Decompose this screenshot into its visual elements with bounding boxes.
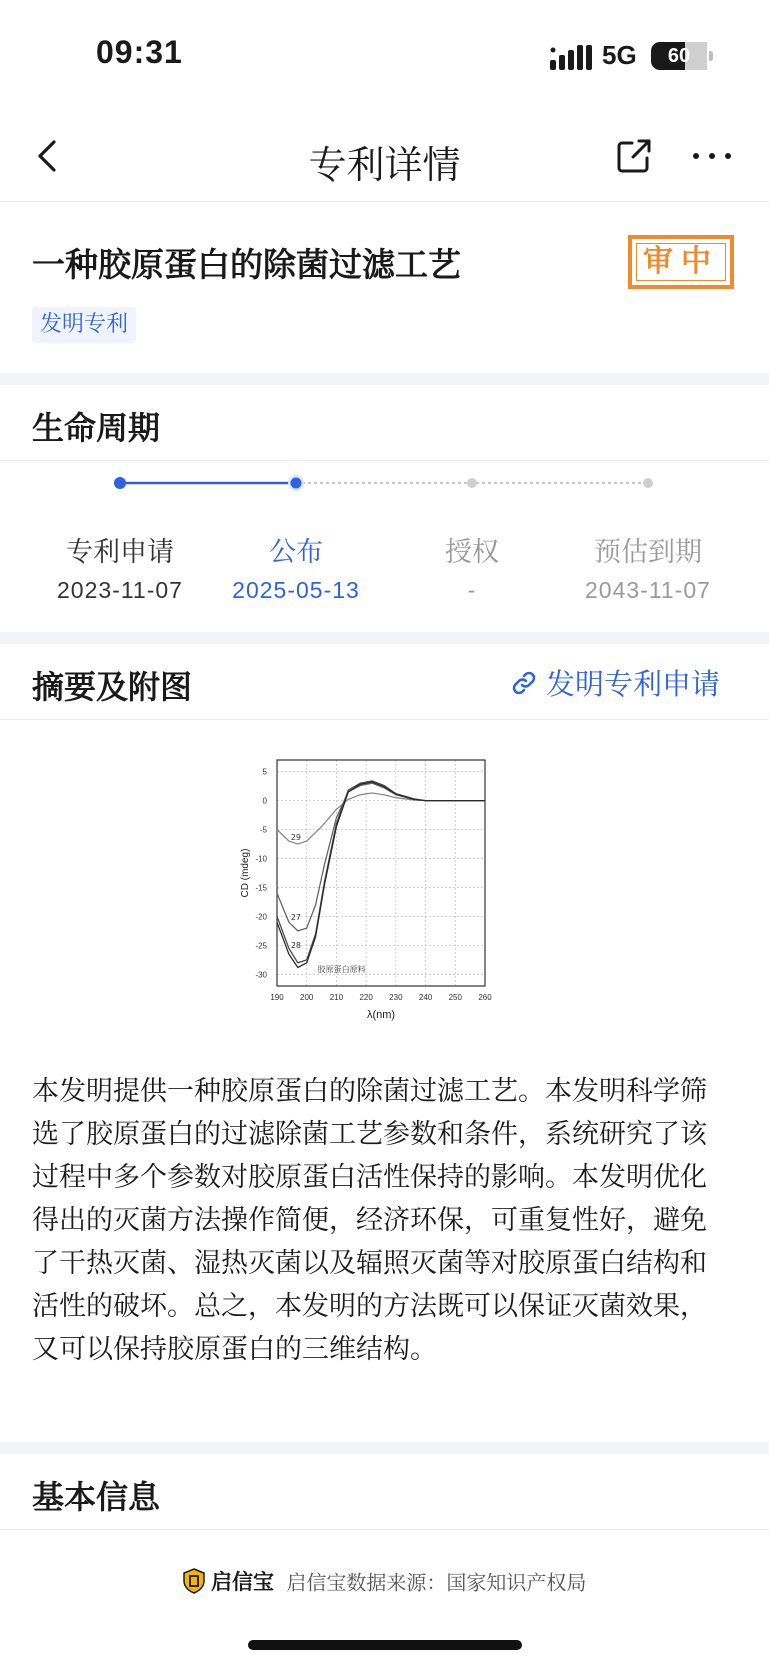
status-time: 09:31 bbox=[96, 34, 183, 70]
link-icon bbox=[510, 669, 538, 697]
signal-icon bbox=[550, 44, 592, 70]
timeline-dot-1 bbox=[114, 477, 126, 489]
x-tick-label: 250 bbox=[448, 993, 462, 1002]
patent-header bbox=[0, 203, 769, 373]
abstract-heading: 摘要及附图 bbox=[32, 668, 193, 706]
y-tick-label: -10 bbox=[255, 854, 267, 864]
status-stamp: 审中 bbox=[628, 235, 734, 289]
y-tick-label: 5 bbox=[262, 767, 267, 777]
y-tick-label: -15 bbox=[255, 883, 267, 893]
series-label: 胶原蛋白原料 bbox=[317, 965, 366, 975]
series-label: 29 bbox=[290, 832, 302, 842]
page-title: 专利详情 bbox=[308, 143, 461, 187]
nav-bar bbox=[0, 110, 769, 202]
x-tick-label: 200 bbox=[300, 993, 314, 1002]
lifecycle-timeline bbox=[0, 462, 769, 632]
step-date: 2023-11-07 bbox=[57, 577, 183, 603]
section-divider bbox=[0, 632, 769, 644]
y-tick-label: -30 bbox=[255, 970, 267, 980]
abstract-header bbox=[0, 644, 769, 720]
lifecycle-heading: 生命周期 bbox=[32, 409, 161, 447]
patent-title: 一种胶原蛋白的除菌过滤工艺 bbox=[32, 245, 461, 284]
y-axis-label: CD (mdeg) bbox=[240, 848, 251, 898]
series-label: 28 bbox=[290, 940, 302, 950]
x-tick-label: 190 bbox=[270, 993, 284, 1002]
step-label: 专利申请 bbox=[66, 537, 174, 568]
basic-info-heading: 基本信息 bbox=[32, 1478, 161, 1516]
lifecycle-step-publish bbox=[196, 530, 396, 604]
data-source-text: 启信宝数据来源：国家知识产权局 bbox=[286, 1570, 587, 1595]
more-icon[interactable] bbox=[690, 136, 734, 176]
abstract-figure[interactable] bbox=[242, 748, 530, 1040]
share-icon[interactable] bbox=[614, 136, 654, 176]
step-date: 2043-11-07 bbox=[585, 577, 711, 603]
brand-name: 启信宝 bbox=[211, 1570, 274, 1594]
network-type: 5G bbox=[602, 40, 637, 70]
x-tick-label: 260 bbox=[478, 993, 492, 1002]
home-indicator bbox=[248, 1640, 522, 1650]
lifecycle-header bbox=[0, 385, 769, 461]
status-bar bbox=[0, 0, 769, 110]
patent-type-link[interactable] bbox=[510, 662, 720, 703]
lifecycle-step-apply bbox=[20, 530, 220, 604]
data-source-footer bbox=[0, 1566, 769, 1596]
x-axis-label: λ(nm) bbox=[366, 1009, 396, 1021]
timeline-track bbox=[0, 462, 769, 502]
qixinbao-logo-icon bbox=[183, 1568, 205, 1594]
x-tick-label: 220 bbox=[359, 993, 373, 1002]
timeline-dot-3 bbox=[467, 478, 477, 488]
step-label: 授权 bbox=[445, 537, 499, 568]
y-tick-label: -5 bbox=[259, 825, 267, 835]
x-tick-label: 230 bbox=[389, 993, 403, 1002]
y-tick-label: 0 bbox=[262, 796, 267, 806]
step-date: - bbox=[467, 577, 477, 603]
section-divider bbox=[0, 373, 769, 385]
lifecycle-step-grant bbox=[372, 530, 572, 604]
basic-info-header bbox=[0, 1454, 769, 1530]
battery-level: 60 bbox=[667, 45, 691, 67]
series-label: 27 bbox=[290, 912, 302, 922]
step-date: 2025-05-13 bbox=[232, 577, 360, 603]
battery-icon bbox=[651, 42, 707, 70]
y-tick-label: -20 bbox=[255, 912, 267, 922]
x-tick-label: 210 bbox=[329, 993, 344, 1002]
abstract-text: 本发明提供一种胶原蛋白的除菌过滤工艺。本发明科学筛选了胶原蛋白的过滤除菌工艺参数和条件，系统研究了该过程中多个参数对胶原蛋白活性保持的影响。本发明优化得出的灭菌方法操作简便，经济环保，可重复性好，避免了干热灭菌、湿热灭菌以及辐照灭菌等对胶原蛋白结构和活性的破坏。总之，本发明的方法既可以保证灭菌效果，又可以保持胶原蛋白的三维结构。 bbox=[32, 1076, 707, 1365]
patent-type-link-label: 发明专利申请 bbox=[546, 667, 721, 701]
timeline-dot-4 bbox=[643, 478, 653, 488]
y-tick-label: -25 bbox=[255, 941, 267, 951]
step-label: 公布 bbox=[269, 537, 323, 568]
section-divider bbox=[0, 1442, 769, 1454]
battery-tip bbox=[709, 51, 713, 61]
patent-type-tag: 发明专利 bbox=[32, 307, 136, 343]
step-label: 预估到期 bbox=[594, 537, 702, 568]
x-tick-label: 240 bbox=[418, 993, 433, 1002]
lifecycle-step-expiry bbox=[548, 530, 748, 604]
